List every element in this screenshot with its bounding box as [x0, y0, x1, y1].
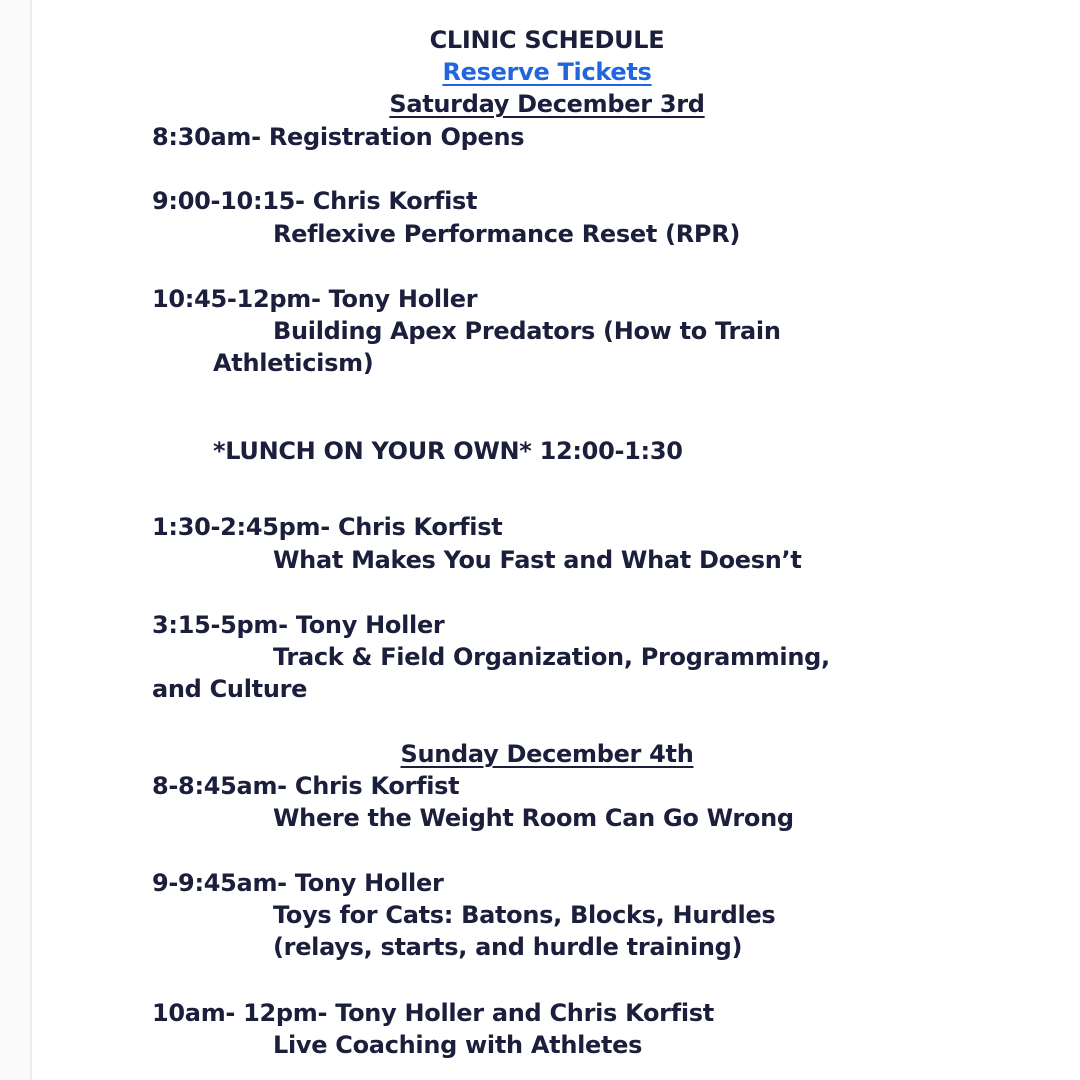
lunch-break: *LUNCH ON YOUR OWN* 12:00-1:30 [213, 437, 683, 465]
session-topic: Track & Field Organization, Programming, [273, 643, 830, 671]
session-topic: What Makes You Fast and What Doesn’t [273, 546, 802, 574]
session-time: 9-9:45am- Tony Holler [152, 869, 444, 897]
session-topic: Where the Weight Room Can Go Wrong [273, 804, 794, 832]
sunday-heading: Sunday December 4th [400, 740, 694, 768]
session-topic-continued: and Culture [152, 675, 308, 703]
session-topic: Toys for Cats: Batons, Blocks, Hurdles [273, 901, 776, 929]
session-topic-continued: Athleticism) [213, 349, 374, 377]
session-topic-continued: (relays, starts, and hurdle training) [273, 933, 743, 961]
session-topic: Live Coaching with Athletes [273, 1031, 643, 1059]
session-time: 9:00-10:15- Chris Korfist [152, 187, 478, 215]
session-topic: Reflexive Performance Reset (RPR) [273, 220, 741, 248]
session-time: 10am- 12pm- Tony Holler and Chris Korfist [152, 999, 714, 1027]
session-time: 8-8:45am- Chris Korfist [152, 772, 460, 800]
session-topic: Building Apex Predators (How to Train [273, 317, 781, 345]
reserve-tickets-link[interactable]: Reserve Tickets [442, 58, 652, 86]
session-time: 3:15-5pm- Tony Holler [152, 611, 445, 639]
saturday-heading: Saturday December 3rd [389, 90, 705, 118]
registration-line: 8:30am- Registration Opens [152, 123, 525, 151]
page-title: CLINIC SCHEDULE [429, 26, 665, 54]
session-time: 10:45-12pm- Tony Holler [152, 285, 478, 313]
session-time: 1:30-2:45pm- Chris Korfist [152, 513, 503, 541]
